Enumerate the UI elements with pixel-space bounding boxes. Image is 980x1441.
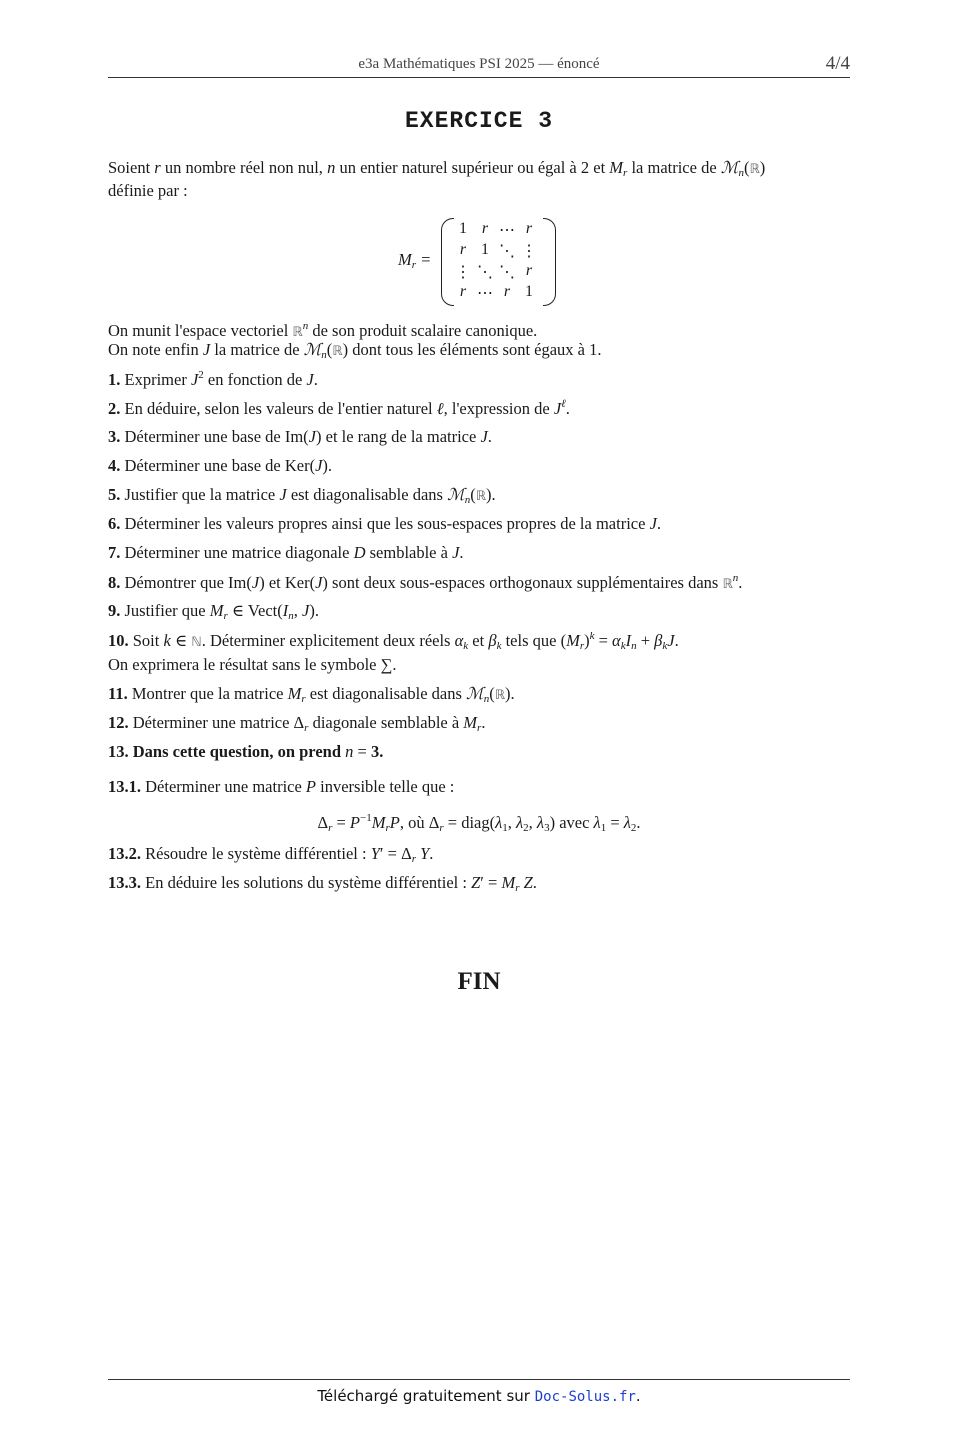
- footer-suffix: .: [635, 1387, 641, 1405]
- question-4: 4. Déterminer une base de Ker(J).: [108, 456, 333, 475]
- matrix-cell: ⋯: [499, 222, 515, 239]
- intro-line-2: définie par :: [108, 181, 188, 200]
- matrix-cell: ⋯: [477, 285, 493, 302]
- right-paren: [543, 218, 556, 306]
- question-6: 6. Déterminer les valeurs propres ainsi que les sous-espaces propres de la matrice J.: [108, 514, 662, 533]
- after-matrix-line-1: On munit l'espace vectoriel ℝ$^n$ de son produit scalaire canonique.: [108, 320, 538, 340]
- question-5: 5. Justifier que la matrice J est diagonalisable dans ℳ$_n$(ℝ).: [108, 485, 496, 506]
- doc-solus-link[interactable]: Doc-Solus.fr: [534, 1389, 636, 1405]
- question-2: 2. En déduire, selon les valeurs de l'entier naturel ℓ, l'expression de $J^\ell$.: [108, 398, 570, 418]
- matrix-cell: r: [459, 241, 467, 258]
- matrix-cell: r: [525, 220, 533, 237]
- matrix-cell: r: [525, 262, 533, 279]
- intro-line-1: Soient r un nombre réel non nul, n un entier naturel supérieur ou égal à 2 et $M_r$ la matrice de ℳ$_n$(ℝ): [108, 158, 766, 179]
- exercise-title: EXERCICE 3: [404, 108, 554, 134]
- question-13-1: 13.1. Déterminer une matrice P inversible telle que :: [108, 777, 455, 796]
- question-10-note: On exprimera le résultat sans le symbole ∑.: [108, 655, 397, 674]
- fin-heading: FIN: [457, 968, 501, 995]
- footer-rule: [108, 1379, 850, 1380]
- matrix-cell: ⋮: [521, 243, 537, 260]
- matrix-cell: 1: [481, 241, 489, 258]
- footer-prefix: Téléchargé gratuitement sur: [317, 1387, 530, 1405]
- matrix-cell: ⋱: [477, 264, 493, 281]
- matrix-lhs: $M_r$ =: [398, 250, 432, 271]
- matrix-cell: ⋱: [499, 243, 515, 260]
- question-1: 1. Exprimer $J^2$ en fonction de J.: [108, 369, 318, 389]
- matrix-cell: 1: [459, 220, 467, 237]
- question-10: 10. Soit k ∈ ℕ. Déterminer explicitement deux réels $\alpha_k$ et $\beta_k$ tels que $(M_r)^k = \alpha_kI_n + \beta_kJ$.: [108, 630, 679, 652]
- matrix-cell: r: [481, 220, 489, 237]
- matrix-cell: 1: [525, 283, 533, 300]
- question-13-1-equation: $\Delta_r = P^{-1}M_rP$, où $\Delta_r$ = $diag(\lambda_1$, $\lambda_2$, $\lambda_3$) avec $\lambda_1 = \lambda_2$.: [317, 812, 641, 834]
- matrix-cell: r: [503, 283, 511, 300]
- matrix-cell: ⋮: [455, 264, 471, 281]
- footer: [108, 1387, 850, 1405]
- header-title: e3a Mathématiques PSI 2025 — énoncé: [358, 56, 600, 72]
- document-page: [108, 0, 850, 1441]
- question-13-3: 13.3. En déduire les solutions du système différentiel : $Z' = M_r$ Z.: [108, 873, 537, 894]
- page-header: [108, 55, 850, 78]
- after-matrix-line-2: On note enfin J la matrice de ℳ$_n$(ℝ) dont tous les éléments sont égaux à 1.: [108, 340, 602, 361]
- question-13: 13. Dans cette question, on prend n = 3.: [108, 742, 384, 761]
- question-7: 7. Déterminer une matrice diagonale D semblable à J.: [108, 543, 464, 562]
- question-13-2: 13.2. Résoudre le système différentiel : $Y' = \Delta_r$ Y.: [108, 844, 434, 865]
- matrix-cell: r: [459, 283, 467, 300]
- matrix-Mr: [398, 218, 578, 308]
- question-12: 12. Déterminer une matrice $\Delta_r$ diagonale semblable à $M_r$.: [108, 713, 486, 734]
- matrix-cell: ⋱: [499, 264, 515, 281]
- question-9: 9. Justifier que $M_r$ ∈ $Vect(I_n$, J).: [108, 601, 319, 622]
- question-3: 3. Déterminer une base de Im(J) et le rang de la matrice J.: [108, 427, 492, 446]
- question-8: 8. Démontrer que Im(J) et Ker(J) sont deux sous-espaces orthogonaux supplémentaires dans ℝ$^n$.: [108, 572, 743, 592]
- page-number: 4/4: [825, 53, 850, 74]
- question-11: 11. Montrer que la matrice $M_r$ est diagonalisable dans ℳ$_n$(ℝ).: [108, 684, 515, 705]
